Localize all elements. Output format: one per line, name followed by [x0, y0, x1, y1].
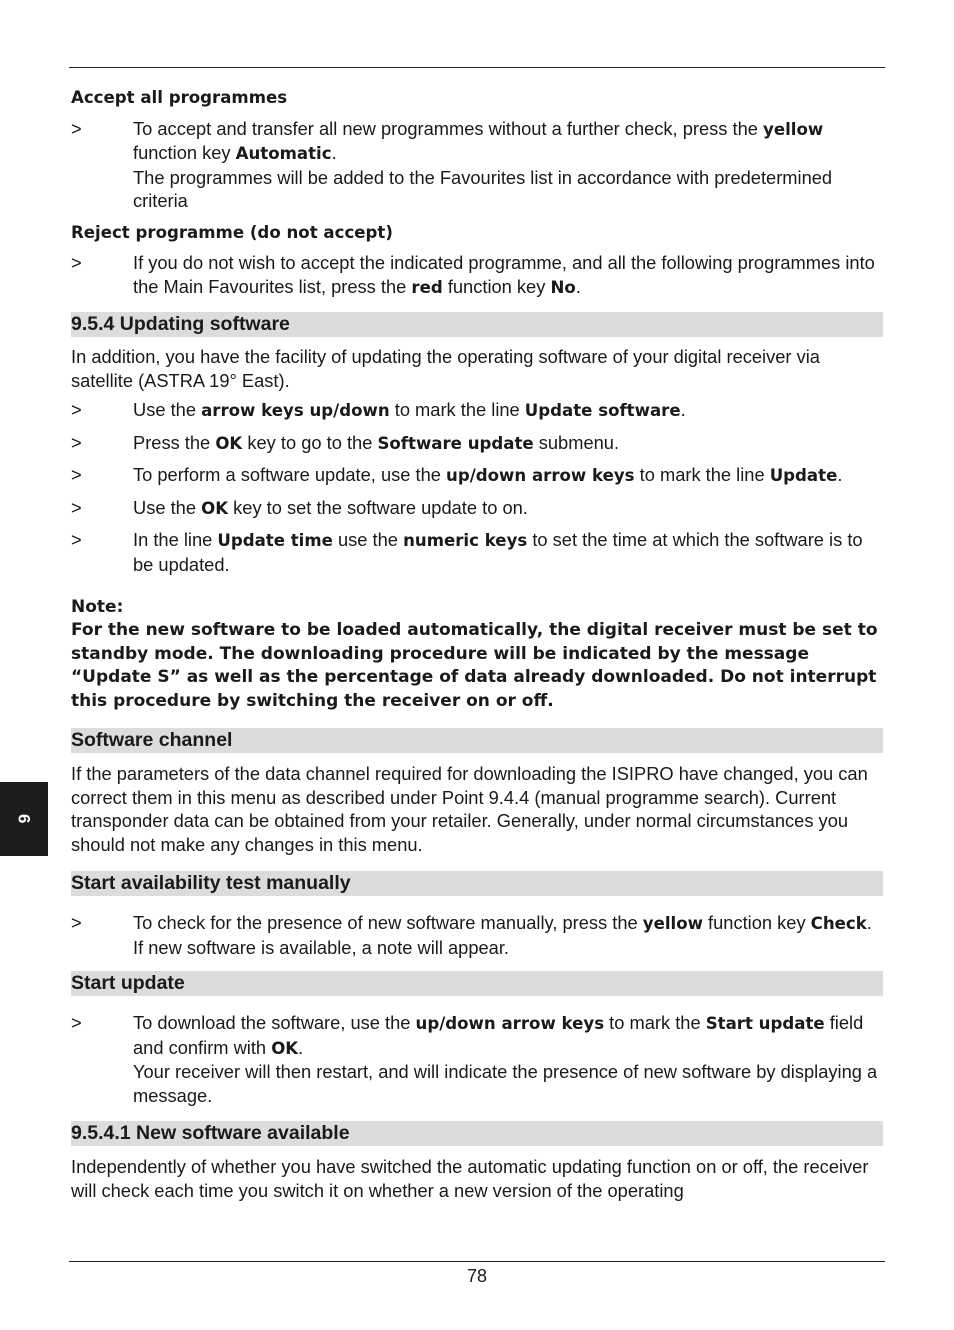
text: To check for the presence of new software manually, press the [133, 912, 643, 934]
bold-text: arrow keys up/down [201, 401, 390, 420]
key-yellow: yellow [763, 119, 824, 139]
text: To perform a software update, use the [133, 464, 446, 485]
new-software-text: Independently of whether you have switched the automatic updating function on or off, the receiver will check each time you switch it on whether a new version of the operating [71, 1156, 869, 1201]
key-ok: OK [271, 1038, 299, 1058]
bold-text: Update [769, 466, 838, 485]
availability-item [71, 911, 885, 959]
text: . [298, 1036, 304, 1058]
bullet-marker: > [71, 496, 82, 518]
text: function key [133, 142, 236, 163]
text: . [680, 399, 686, 420]
text: key to go to the [242, 431, 378, 453]
bullet-marker: > [71, 912, 82, 934]
text: If you do not wish to accept the indicated programme, and all the following programmes into the Main Favourites list, press the [133, 252, 875, 297]
text: to mark the line [389, 399, 525, 420]
bold-text: Update time [217, 531, 333, 550]
key-no: No [550, 277, 576, 297]
section-heading-software-channel: Software channel [71, 728, 883, 753]
software-channel-text: If the parameters of the data channel required for downloading the ISIPRO have changed, you can correct them in this menu as described under Point 9.4.4 (manual programme search). Current transponder data can be obtained from your retailer. Generally, under normal circumstances you should not make any changes in this menu. [71, 763, 868, 855]
bold-text: OK [201, 498, 229, 518]
updating-item-3 [71, 463, 885, 488]
key-yellow: yellow [642, 914, 703, 934]
reject-heading: Reject programme (do not accept) [71, 222, 393, 242]
text: If new software is available, a note will appear. [133, 936, 509, 958]
key-red: red [411, 277, 443, 297]
section-heading-updating: 9.5.4 Updating software [71, 312, 883, 337]
text: . [331, 142, 337, 163]
text: To accept and transfer all new programmes without a further check, press the [133, 117, 763, 139]
top-rule [69, 67, 885, 68]
updating-item-1 [71, 398, 885, 423]
text: To download the software, use the [133, 1012, 416, 1034]
accept-heading: Accept all programmes [71, 88, 288, 107]
text: Press the [133, 431, 216, 453]
key-check: Check [810, 914, 867, 934]
bullet-marker: > [71, 252, 82, 273]
text: field and confirm with [133, 1012, 864, 1058]
text: . [575, 275, 581, 297]
page-number: 78 [466, 1266, 488, 1286]
text: key to set the software update to on. [228, 496, 528, 518]
text: submenu. [533, 431, 620, 453]
bold-text: up/down arrow keys [415, 1014, 605, 1034]
accept-item [71, 117, 885, 213]
page-content [71, 86, 885, 1202]
bold-text: OK [215, 433, 243, 453]
text: . [837, 464, 843, 485]
text: function key [702, 912, 811, 934]
bullet-marker: > [71, 399, 82, 420]
updating-item-5 [71, 528, 885, 576]
bold-text: Start update [705, 1014, 825, 1034]
key-automatic: Automatic [235, 144, 332, 163]
note-label: Note: [71, 597, 124, 617]
chapter-number: 6 [14, 814, 34, 824]
section-heading-new-software: 9.5.4.1 New software available [71, 1121, 883, 1146]
text: Your receiver will then restart, and will indicate the presence of new software by displaying a message. [133, 1061, 878, 1106]
text: to mark the [604, 1012, 706, 1034]
section-heading-start-update: Start update [71, 971, 883, 996]
updating-item-2 [71, 431, 885, 456]
text: Use the [133, 399, 202, 420]
section-heading-availability: Start availability test manually [71, 871, 883, 896]
bold-text: up/down arrow keys [446, 466, 635, 485]
reject-item [71, 251, 885, 299]
updating-item-4 [71, 496, 885, 521]
text: use the [332, 529, 404, 550]
start-update-item [71, 1011, 885, 1107]
bottom-rule [69, 1261, 885, 1262]
bold-text: numeric keys [403, 531, 528, 550]
updating-intro: In addition, you have the facility of updating the operating software of your digital receiver via satellite (ASTRA 19° East). [71, 346, 820, 391]
text: The programmes will be added to the Favourites list in accordance with predetermined criteria [133, 166, 833, 211]
bullet-marker: > [71, 464, 82, 485]
bold-text: Update software [524, 401, 681, 420]
bullet-marker: > [71, 529, 82, 550]
chapter-tab [0, 782, 48, 856]
text: In the line [133, 529, 218, 550]
bullet-marker: > [71, 431, 82, 453]
bold-text: Software update [377, 433, 534, 453]
bullet-marker: > [71, 117, 82, 139]
text: to mark the line [634, 464, 770, 485]
text: . [866, 912, 872, 934]
text: Use the [133, 496, 202, 518]
text: to set the time at which the software is to be updated. [133, 529, 863, 575]
note-text: For the new software to be loaded automatically, the digital receiver must be set to standby mode. The downloading procedure will be indicated by the message “Update S” as well as the percentage of data already downloaded. Do not interrupt this procedure by switching the receiver on or off. [71, 620, 878, 711]
text: function key [442, 275, 551, 297]
bullet-marker: > [71, 1012, 82, 1034]
